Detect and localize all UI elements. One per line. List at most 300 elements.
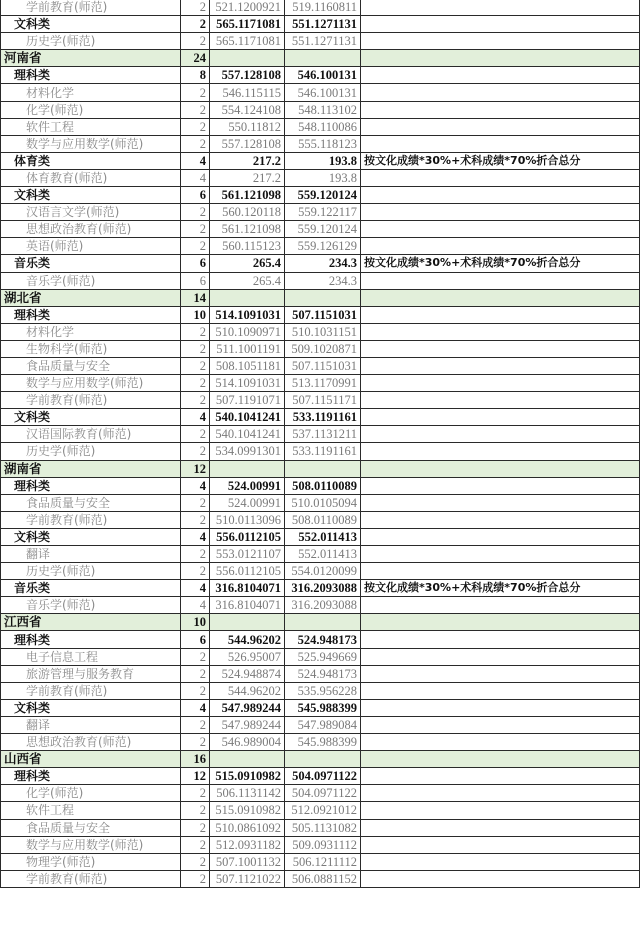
min-score-cell — [285, 751, 361, 768]
name-cell: 汉语言文学(师范) — [1, 204, 181, 221]
max-score-cell: 507.1001132 — [210, 853, 285, 870]
note-cell — [361, 853, 640, 870]
min-score-cell: 508.0110089 — [285, 511, 361, 528]
major-row — [1, 802, 640, 819]
major-row — [1, 716, 640, 733]
plan-count-cell: 14 — [181, 289, 210, 306]
plan-count-cell: 2 — [181, 716, 210, 733]
max-score-cell: 554.124108 — [210, 101, 285, 118]
note-cell — [361, 494, 640, 511]
note-cell: 按文化成绩*30%+术科成绩*70%折合总分 — [361, 580, 640, 597]
name-cell: 食品质量与安全 — [1, 819, 181, 836]
note-cell — [361, 204, 640, 221]
plan-count-cell: 2 — [181, 802, 210, 819]
note-cell — [361, 751, 640, 768]
min-score-cell: 519.1160811 — [285, 0, 361, 16]
major-row — [1, 238, 640, 255]
min-score-cell: 537.1131211 — [285, 426, 361, 443]
name-cell: 数学与应用数学(师范) — [1, 836, 181, 853]
min-score-cell: 507.1151031 — [285, 357, 361, 374]
major-row — [1, 563, 640, 580]
name-cell: 翻译 — [1, 546, 181, 563]
major-row — [1, 682, 640, 699]
plan-count-cell: 2 — [181, 682, 210, 699]
plan-count-cell: 6 — [181, 631, 210, 648]
plan-count-cell: 2 — [181, 443, 210, 460]
min-score-cell: 505.1131082 — [285, 819, 361, 836]
plan-count-cell: 6 — [181, 272, 210, 289]
plan-count-cell: 4 — [181, 597, 210, 614]
note-cell — [361, 563, 640, 580]
max-score-cell: 514.1091031 — [210, 306, 285, 323]
note-cell — [361, 511, 640, 528]
name-cell: 湖南省 — [1, 460, 181, 477]
note-cell — [361, 768, 640, 785]
plan-count-cell: 6 — [181, 187, 210, 204]
plan-count-cell: 2 — [181, 426, 210, 443]
plan-count-cell: 2 — [181, 238, 210, 255]
name-cell: 旅游管理与服务教育 — [1, 665, 181, 682]
category-row — [1, 306, 640, 323]
major-row — [1, 0, 640, 16]
name-cell: 电子信息工程 — [1, 648, 181, 665]
category-row — [1, 699, 640, 716]
note-cell — [361, 101, 640, 118]
name-cell: 食品质量与安全 — [1, 494, 181, 511]
max-score-cell: 560.120118 — [210, 204, 285, 221]
min-score-cell: 548.113102 — [285, 101, 361, 118]
min-score-cell: 559.122117 — [285, 204, 361, 221]
min-score-cell: 506.0881152 — [285, 870, 361, 887]
category-row — [1, 255, 640, 272]
major-row — [1, 870, 640, 887]
plan-count-cell: 2 — [181, 546, 210, 563]
max-score-cell: 561.121098 — [210, 221, 285, 238]
max-score-cell: 508.1051181 — [210, 357, 285, 374]
plan-count-cell: 12 — [181, 460, 210, 477]
max-score-cell: 561.121098 — [210, 187, 285, 204]
category-row — [1, 187, 640, 204]
min-score-cell — [285, 614, 361, 631]
max-score-cell: 512.0931182 — [210, 836, 285, 853]
plan-count-cell: 10 — [181, 614, 210, 631]
major-row — [1, 118, 640, 135]
note-cell — [361, 631, 640, 648]
min-score-cell: 507.1151031 — [285, 306, 361, 323]
note-cell — [361, 785, 640, 802]
name-cell: 文科类 — [1, 528, 181, 545]
name-cell: 文科类 — [1, 409, 181, 426]
note-cell — [361, 33, 640, 50]
name-cell: 理科类 — [1, 768, 181, 785]
max-score-cell: 524.00991 — [210, 477, 285, 494]
name-cell: 音乐类 — [1, 580, 181, 597]
max-score-cell: 565.1171081 — [210, 16, 285, 33]
min-score-cell: 316.2093088 — [285, 597, 361, 614]
note-cell — [361, 221, 640, 238]
min-score-cell: 545.988399 — [285, 699, 361, 716]
max-score-cell: 550.11812 — [210, 118, 285, 135]
max-score-cell: 546.115115 — [210, 84, 285, 101]
max-score-cell: 506.1131142 — [210, 785, 285, 802]
min-score-cell: 234.3 — [285, 255, 361, 272]
category-row — [1, 16, 640, 33]
note-cell — [361, 289, 640, 306]
max-score-cell: 510.0113096 — [210, 511, 285, 528]
note-cell — [361, 648, 640, 665]
major-row — [1, 323, 640, 340]
max-score-cell — [210, 289, 285, 306]
max-score-cell: 546.989004 — [210, 734, 285, 751]
min-score-cell: 193.8 — [285, 169, 361, 186]
min-score-cell: 524.948173 — [285, 665, 361, 682]
max-score-cell: 507.1121022 — [210, 870, 285, 887]
plan-count-cell: 2 — [181, 392, 210, 409]
max-score-cell: 534.0991301 — [210, 443, 285, 460]
note-cell — [361, 460, 640, 477]
plan-count-cell: 2 — [181, 135, 210, 152]
note-cell — [361, 870, 640, 887]
max-score-cell — [210, 50, 285, 67]
name-cell: 食品质量与安全 — [1, 357, 181, 374]
major-row — [1, 357, 640, 374]
note-cell — [361, 699, 640, 716]
plan-count-cell: 2 — [181, 84, 210, 101]
name-cell: 理科类 — [1, 67, 181, 84]
plan-count-cell: 2 — [181, 118, 210, 135]
major-row — [1, 665, 640, 682]
max-score-cell: 521.1200921 — [210, 0, 285, 16]
note-cell — [361, 375, 640, 392]
plan-count-cell: 2 — [181, 648, 210, 665]
min-score-cell: 533.1191161 — [285, 443, 361, 460]
max-score-cell — [210, 751, 285, 768]
max-score-cell: 515.0910982 — [210, 802, 285, 819]
note-cell — [361, 409, 640, 426]
category-row — [1, 152, 640, 169]
category-row — [1, 768, 640, 785]
major-row — [1, 494, 640, 511]
min-score-cell: 509.0931112 — [285, 836, 361, 853]
max-score-cell: 557.128108 — [210, 67, 285, 84]
note-cell: 按文化成绩*30%+术科成绩*70%折合总分 — [361, 152, 640, 169]
major-row — [1, 597, 640, 614]
min-score-cell: 193.8 — [285, 152, 361, 169]
min-score-cell — [285, 460, 361, 477]
category-row — [1, 477, 640, 494]
plan-count-cell: 16 — [181, 751, 210, 768]
note-cell — [361, 50, 640, 67]
name-cell: 数学与应用数学(师范) — [1, 135, 181, 152]
name-cell: 理科类 — [1, 477, 181, 494]
note-cell — [361, 340, 640, 357]
max-score-cell: 526.95007 — [210, 648, 285, 665]
min-score-cell: 504.0971122 — [285, 785, 361, 802]
name-cell: 音乐类 — [1, 255, 181, 272]
name-cell: 学前教育(师范) — [1, 511, 181, 528]
max-score-cell: 540.1041241 — [210, 409, 285, 426]
min-score-cell: 504.0971122 — [285, 768, 361, 785]
name-cell: 生物科学(师范) — [1, 340, 181, 357]
plan-count-cell: 2 — [181, 221, 210, 238]
plan-count-cell: 4 — [181, 580, 210, 597]
major-row — [1, 734, 640, 751]
name-cell: 文科类 — [1, 699, 181, 716]
plan-count-cell: 2 — [181, 819, 210, 836]
plan-count-cell: 4 — [181, 699, 210, 716]
category-row — [1, 580, 640, 597]
major-row — [1, 135, 640, 152]
name-cell: 软件工程 — [1, 118, 181, 135]
plan-count-cell: 2 — [181, 785, 210, 802]
min-score-cell: 510.1031151 — [285, 323, 361, 340]
table-body — [1, 0, 640, 887]
name-cell: 数学与应用数学(师范) — [1, 375, 181, 392]
name-cell: 历史学(师范) — [1, 33, 181, 50]
name-cell: 理科类 — [1, 631, 181, 648]
name-cell: 软件工程 — [1, 802, 181, 819]
major-row — [1, 426, 640, 443]
major-row — [1, 84, 640, 101]
name-cell: 理科类 — [1, 306, 181, 323]
max-score-cell: 547.989244 — [210, 699, 285, 716]
note-cell — [361, 169, 640, 186]
category-row — [1, 67, 640, 84]
major-row — [1, 443, 640, 460]
min-score-cell: 508.0110089 — [285, 477, 361, 494]
name-cell: 化学(师范) — [1, 101, 181, 118]
note-cell — [361, 443, 640, 460]
min-score-cell: 548.110086 — [285, 118, 361, 135]
plan-count-cell: 4 — [181, 528, 210, 545]
major-row — [1, 204, 640, 221]
major-row — [1, 511, 640, 528]
max-score-cell: 510.0861092 — [210, 819, 285, 836]
max-score-cell: 556.0112105 — [210, 563, 285, 580]
max-score-cell: 217.2 — [210, 152, 285, 169]
note-cell — [361, 0, 640, 16]
max-score-cell: 540.1041241 — [210, 426, 285, 443]
plan-count-cell: 2 — [181, 375, 210, 392]
name-cell: 文科类 — [1, 16, 181, 33]
name-cell: 文科类 — [1, 187, 181, 204]
note-cell — [361, 392, 640, 409]
province-row — [1, 751, 640, 768]
plan-count-cell: 2 — [181, 853, 210, 870]
max-score-cell: 514.1091031 — [210, 375, 285, 392]
plan-count-cell: 2 — [181, 33, 210, 50]
plan-count-cell: 6 — [181, 255, 210, 272]
note-cell — [361, 306, 640, 323]
name-cell: 学前教育(师范) — [1, 0, 181, 16]
note-cell — [361, 528, 640, 545]
plan-count-cell: 2 — [181, 734, 210, 751]
plan-count-cell: 2 — [181, 836, 210, 853]
name-cell: 物理学(师范) — [1, 853, 181, 870]
min-score-cell: 555.118123 — [285, 135, 361, 152]
major-row — [1, 648, 640, 665]
max-score-cell: 553.0121107 — [210, 546, 285, 563]
max-score-cell: 565.1171081 — [210, 33, 285, 50]
plan-count-cell: 4 — [181, 152, 210, 169]
min-score-cell: 510.0105094 — [285, 494, 361, 511]
max-score-cell: 515.0910982 — [210, 768, 285, 785]
plan-count-cell: 2 — [181, 511, 210, 528]
max-score-cell: 265.4 — [210, 255, 285, 272]
plan-count-cell: 2 — [181, 101, 210, 118]
note-cell — [361, 716, 640, 733]
max-score-cell: 544.96202 — [210, 682, 285, 699]
max-score-cell — [210, 460, 285, 477]
plan-count-cell: 10 — [181, 306, 210, 323]
major-row — [1, 546, 640, 563]
note-cell — [361, 426, 640, 443]
major-row — [1, 819, 640, 836]
name-cell: 翻译 — [1, 716, 181, 733]
max-score-cell: 524.00991 — [210, 494, 285, 511]
min-score-cell: 535.956228 — [285, 682, 361, 699]
plan-count-cell: 12 — [181, 768, 210, 785]
major-row — [1, 221, 640, 238]
note-cell — [361, 802, 640, 819]
note-cell — [361, 477, 640, 494]
min-score-cell: 545.988399 — [285, 734, 361, 751]
name-cell: 学前教育(师范) — [1, 392, 181, 409]
major-row — [1, 853, 640, 870]
min-score-cell: 524.948173 — [285, 631, 361, 648]
plan-count-cell: 2 — [181, 357, 210, 374]
note-cell: 按文化成绩*30%+术科成绩*70%折合总分 — [361, 255, 640, 272]
name-cell: 汉语国际教育(师范) — [1, 426, 181, 443]
name-cell: 学前教育(师范) — [1, 682, 181, 699]
name-cell: 体育类 — [1, 152, 181, 169]
note-cell — [361, 357, 640, 374]
max-score-cell: 511.1001191 — [210, 340, 285, 357]
note-cell — [361, 819, 640, 836]
note-cell — [361, 67, 640, 84]
province-row — [1, 50, 640, 67]
max-score-cell: 557.128108 — [210, 135, 285, 152]
name-cell: 英语(师范) — [1, 238, 181, 255]
major-row — [1, 33, 640, 50]
max-score-cell: 544.96202 — [210, 631, 285, 648]
province-row — [1, 289, 640, 306]
major-row — [1, 272, 640, 289]
plan-count-cell: 4 — [181, 169, 210, 186]
note-cell — [361, 135, 640, 152]
major-row — [1, 101, 640, 118]
min-score-cell: 547.989084 — [285, 716, 361, 733]
min-score-cell: 559.126129 — [285, 238, 361, 255]
min-score-cell — [285, 50, 361, 67]
name-cell: 化学(师范) — [1, 785, 181, 802]
name-cell: 体育教育(师范) — [1, 169, 181, 186]
note-cell — [361, 836, 640, 853]
max-score-cell: 556.0112105 — [210, 528, 285, 545]
max-score-cell: 316.8104071 — [210, 580, 285, 597]
plan-count-cell: 4 — [181, 477, 210, 494]
major-row — [1, 836, 640, 853]
min-score-cell: 506.1211112 — [285, 853, 361, 870]
min-score-cell: 554.0120099 — [285, 563, 361, 580]
province-row — [1, 460, 640, 477]
min-score-cell: 546.100131 — [285, 67, 361, 84]
min-score-cell: 316.2093088 — [285, 580, 361, 597]
note-cell — [361, 734, 640, 751]
note-cell — [361, 187, 640, 204]
name-cell: 湖北省 — [1, 289, 181, 306]
plan-count-cell: 2 — [181, 870, 210, 887]
plan-count-cell: 2 — [181, 323, 210, 340]
note-cell — [361, 238, 640, 255]
note-cell — [361, 682, 640, 699]
max-score-cell: 560.115123 — [210, 238, 285, 255]
note-cell — [361, 665, 640, 682]
plan-count-cell: 2 — [181, 494, 210, 511]
min-score-cell: 507.1151171 — [285, 392, 361, 409]
max-score-cell: 316.8104071 — [210, 597, 285, 614]
major-row — [1, 785, 640, 802]
note-cell — [361, 323, 640, 340]
major-row — [1, 375, 640, 392]
min-score-cell: 551.1271131 — [285, 33, 361, 50]
plan-count-cell: 2 — [181, 340, 210, 357]
plan-count-cell: 24 — [181, 50, 210, 67]
major-row — [1, 340, 640, 357]
max-score-cell: 547.989244 — [210, 716, 285, 733]
min-score-cell: 559.120124 — [285, 221, 361, 238]
min-score-cell: 559.120124 — [285, 187, 361, 204]
max-score-cell: 265.4 — [210, 272, 285, 289]
note-cell — [361, 118, 640, 135]
note-cell — [361, 16, 640, 33]
category-row — [1, 409, 640, 426]
min-score-cell: 513.1170991 — [285, 375, 361, 392]
name-cell: 历史学(师范) — [1, 563, 181, 580]
plan-count-cell: 2 — [181, 665, 210, 682]
max-score-cell: 510.1090971 — [210, 323, 285, 340]
max-score-cell — [210, 614, 285, 631]
min-score-cell: 552.011413 — [285, 528, 361, 545]
plan-count-cell: 2 — [181, 204, 210, 221]
min-score-cell: 525.949669 — [285, 648, 361, 665]
note-cell — [361, 84, 640, 101]
max-score-cell: 217.2 — [210, 169, 285, 186]
note-cell — [361, 614, 640, 631]
name-cell: 思想政治教育(师范) — [1, 221, 181, 238]
plan-count-cell: 8 — [181, 67, 210, 84]
name-cell: 思想政治教育(师范) — [1, 734, 181, 751]
category-row — [1, 631, 640, 648]
name-cell: 山西省 — [1, 751, 181, 768]
note-cell — [361, 272, 640, 289]
note-cell — [361, 597, 640, 614]
plan-count-cell: 4 — [181, 409, 210, 426]
name-cell: 河南省 — [1, 50, 181, 67]
name-cell: 材料化学 — [1, 323, 181, 340]
min-score-cell: 234.3 — [285, 272, 361, 289]
name-cell: 江西省 — [1, 614, 181, 631]
min-score-cell: 512.0921012 — [285, 802, 361, 819]
min-score-cell: 552.011413 — [285, 546, 361, 563]
min-score-cell: 509.1020871 — [285, 340, 361, 357]
major-row — [1, 392, 640, 409]
min-score-cell: 551.1271131 — [285, 16, 361, 33]
min-score-cell — [285, 289, 361, 306]
category-row — [1, 528, 640, 545]
name-cell: 历史学(师范) — [1, 443, 181, 460]
major-row — [1, 169, 640, 186]
